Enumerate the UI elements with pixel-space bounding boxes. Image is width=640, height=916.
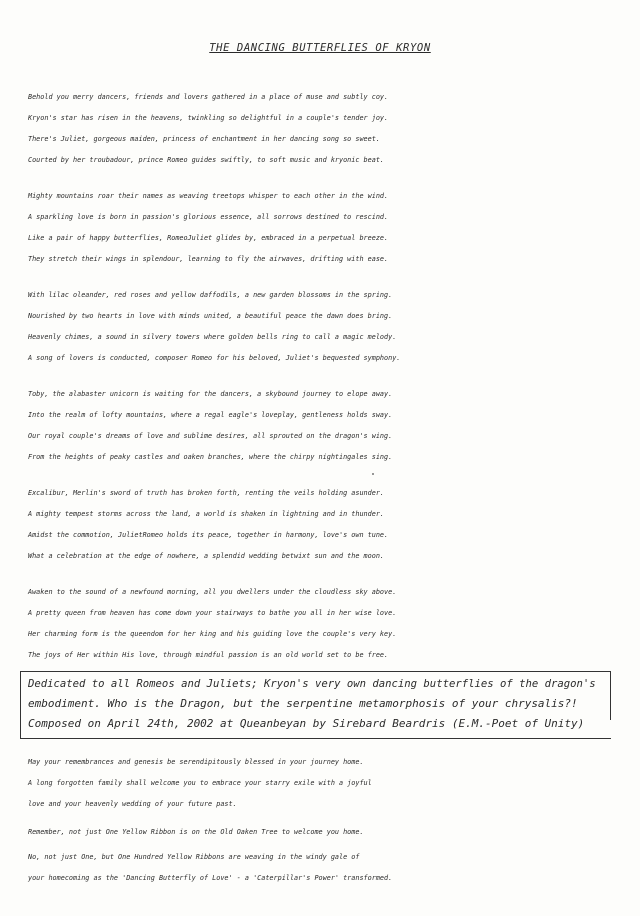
stanza-line: Amidst the commotion, JulietRomeo holds its peace, together in harmony, love's own tune. <box>28 531 389 539</box>
dedication-line: embodiment. Who is the Dragon, but the serpentine metamorphosis of your chrysalis?! <box>28 697 578 710</box>
stanza-line: A pretty queen from heaven has come down your stairways to bathe you all in her wise love. <box>28 609 397 617</box>
stanza-line: Awaken to the sound of a newfound morning, all you dwellers under the cloudless sky above. <box>28 588 397 596</box>
stanza-line: The joys of Her within His love, through mindful passion is an old world set to be free. <box>28 651 389 659</box>
closing-line: your homecoming as the 'Dancing Butterfly of Love' - a 'Caterpillar's Power' transformed. <box>28 874 393 882</box>
stanza-line: A mighty tempest storms across the land, a world is shaken in lightning and in thunder. <box>28 510 385 518</box>
stanza-line: From the heights of peaky castles and oaken branches, where the chirpy nightingales sing. <box>28 453 393 461</box>
dedication-line: Composed on April 24th, 2002 at Queanbeyan by Sirebard Beardris (E.M.-Poet of Unity) <box>28 717 585 730</box>
stanza-line: Her charming form is the queendom for her king and his guiding love the couple's very key. <box>28 630 397 638</box>
stanza-line: A sparkling love is born in passion's glorious essence, all sorrows destined to rescind. <box>28 213 389 221</box>
stanza-line: Kryon's star has risen in the heavens, twinkling so delightful in a couple's tender joy. <box>28 114 389 122</box>
stanza-line: Mighty mountains roar their names as weaving treetops whisper to each other in the wind. <box>28 192 389 200</box>
paper-speck <box>372 473 374 475</box>
stanza-line: What a celebration at the edge of nowhere, a splendid wedding betwixt sun and the moon. <box>28 552 385 560</box>
closing-line: No, not just One, but One Hundred Yellow Ribbons are weaving in the windy gale of <box>28 853 360 861</box>
stanza-line: Excalibur, Merlin's sword of truth has broken forth, renting the veils holding asunder. <box>28 489 385 497</box>
closing-line: love and your heavenly wedding of your future past. <box>28 800 237 808</box>
stanza-line: Courted by her troubadour, prince Romeo guides swiftly, to soft music and kryonic beat. <box>28 156 385 164</box>
stanza-line: There's Juliet, gorgeous maiden, princess of enchantment in her dancing song so sweet. <box>28 135 380 143</box>
stanza-line: Our royal couple's dreams of love and sublime desires, all sprouted on the dragon's wing. <box>28 432 393 440</box>
dedication-box <box>20 671 611 739</box>
stanza-line: Toby, the alabaster unicorn is waiting for the dancers, a skybound journey to elope away. <box>28 390 393 398</box>
closing-line: A long forgotten family shall welcome you to embrace your starry exile with a joyful <box>28 779 372 787</box>
dedication-line: Dedicated to all Romeos and Juliets; Kryon's very own dancing butterflies of the dragon's <box>28 678 596 690</box>
closing-line: May your remembrances and genesis be serendipitously blessed in your journey home. <box>28 758 364 766</box>
stanza-line: Behold you merry dancers, friends and lovers gathered in a place of muse and subtly coy. <box>28 93 389 101</box>
stanza-line: A song of lovers is conducted, composer Romeo for his beloved, Juliet's bequested symphony. <box>28 354 401 362</box>
stanza-line: They stretch their wings in splendour, learning to fly the airwaves, drifting with ease. <box>28 255 389 263</box>
stanza-line: Into the realm of lofty mountains, where a regal eagle's loveplay, gentleness holds sway. <box>28 411 393 419</box>
poem-title: THE DANCING BUTTERFLIES OF KRYON <box>209 42 431 54</box>
stanza-line: With lilac oleander, red roses and yellow daffodils, a new garden blossoms in the spring. <box>28 291 393 299</box>
stanza-line: Heavenly chimes, a sound in silvery towers where golden bells ring to call a magic melody. <box>28 333 397 341</box>
closing-line: Remember, not just One Yellow Ribbon is on the Old Oaken Tree to welcome you home. <box>28 828 364 836</box>
stanza-line: Like a pair of happy butterflies, RomeoJuliet glides by, embraced in a perpetual breeze. <box>28 234 389 242</box>
stanza-line: Nourished by two hearts in love with minds united, a beautiful peace the dawn does bring. <box>28 312 393 320</box>
